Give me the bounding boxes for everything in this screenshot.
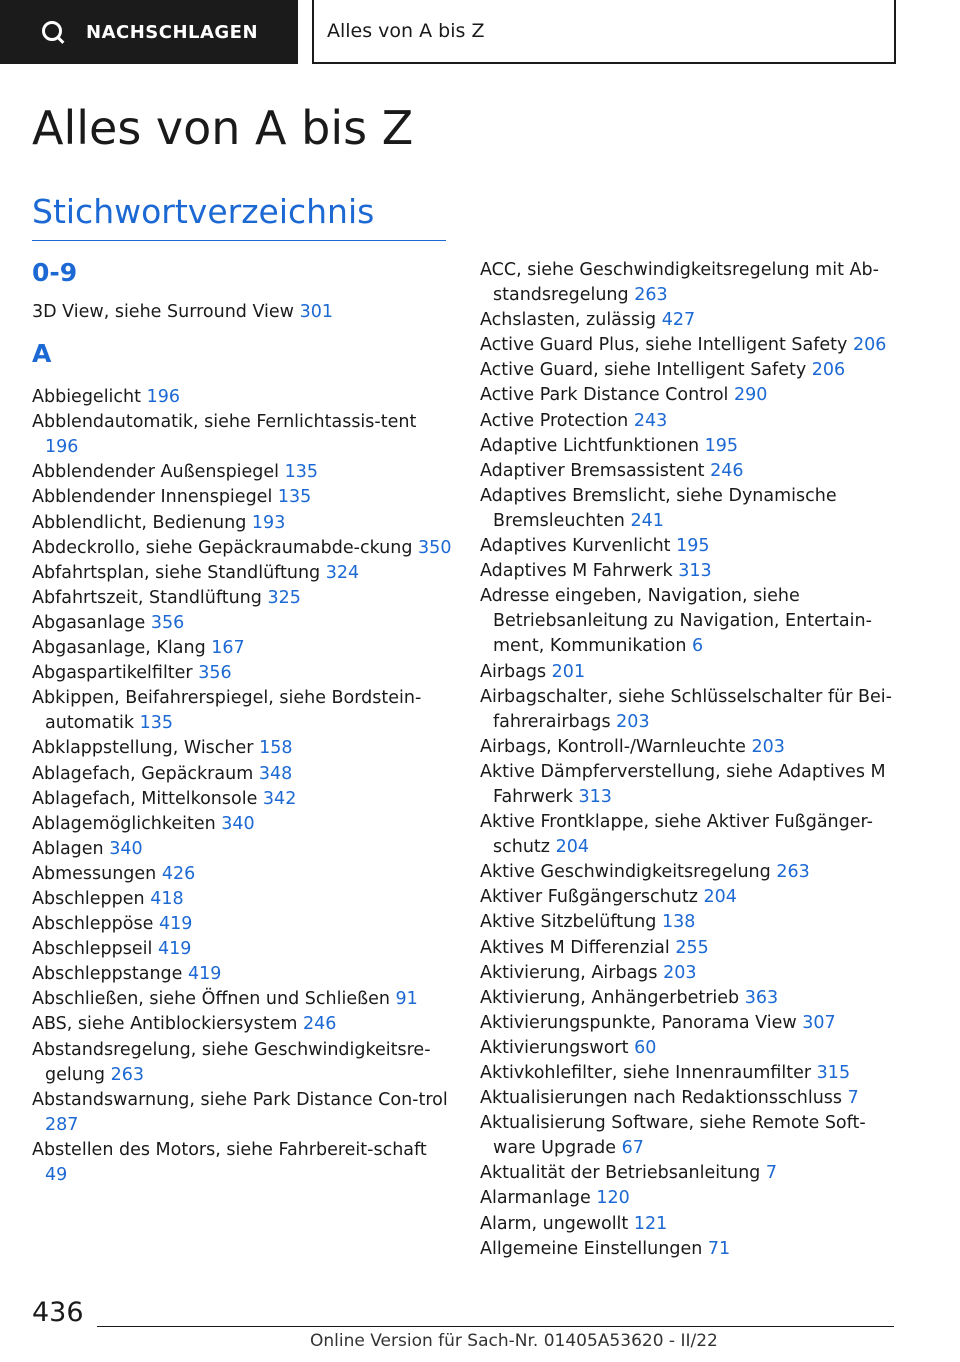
entry-term: Abschleppöse bbox=[32, 914, 154, 935]
entry-term: Ablagefach, Gepäckraum bbox=[32, 763, 254, 784]
entry-page-link[interactable]: 158 bbox=[259, 738, 293, 759]
entry-page-link[interactable]: 204 bbox=[703, 887, 737, 908]
entry-page-link[interactable]: 196 bbox=[146, 387, 180, 408]
index-entry bbox=[32, 837, 452, 862]
entry-term: Allgemeine Einstellungen bbox=[480, 1238, 703, 1259]
index-entry bbox=[32, 736, 452, 761]
index-entry bbox=[32, 611, 452, 636]
index-entry bbox=[480, 434, 900, 459]
index-entry bbox=[32, 812, 452, 837]
index-entry bbox=[32, 460, 452, 485]
index-entry bbox=[32, 937, 452, 962]
entry-term: Abmessungen bbox=[32, 863, 157, 884]
entry-page-link[interactable]: 241 bbox=[630, 510, 664, 531]
entry-term: Aktives M Differenzial bbox=[480, 937, 670, 958]
entry-page-link[interactable]: 340 bbox=[221, 813, 255, 834]
entry-term: Abgasanlage bbox=[32, 612, 146, 633]
entry-term: Aktivierungspunkte, Panorama View bbox=[480, 1012, 797, 1033]
index-entry bbox=[32, 385, 452, 410]
entry-term: Aktualität der Betriebsanleitung bbox=[480, 1163, 761, 1184]
entry-term: Abschleppseil bbox=[32, 939, 153, 960]
entry-page-link[interactable]: 324 bbox=[325, 562, 360, 583]
entry-page-link[interactable]: 71 bbox=[707, 1238, 731, 1259]
index-entry bbox=[32, 1012, 452, 1037]
page-subtitle: Stichwortverzeichnis bbox=[32, 192, 375, 231]
entry-page-link[interactable]: 419 bbox=[157, 939, 192, 960]
entry-term: Aktive Dämpferverstellung, siehe Adaptives M Fahrwerk bbox=[480, 761, 886, 807]
entry-page-link[interactable]: 325 bbox=[267, 587, 301, 608]
entry-term: Abschleppen bbox=[32, 888, 145, 909]
entry-term: Aktivkohlefilter, siehe Innenraumfilter bbox=[480, 1063, 812, 1083]
entry-term: Abgaspartikelfilter bbox=[32, 663, 193, 684]
entry-page-link[interactable]: 246 bbox=[302, 1014, 337, 1035]
entry-term: Active Guard, siehe Intelligent Safety bbox=[480, 360, 807, 381]
entry-page-link[interactable]: 243 bbox=[633, 410, 668, 431]
index-entry bbox=[32, 661, 452, 686]
entry-term: Aktive Sitzbelüftung bbox=[480, 912, 657, 933]
entry-page-link[interactable]: 356 bbox=[198, 663, 232, 684]
entry-term: Aktivierung, Airbags bbox=[480, 962, 658, 983]
index-entry bbox=[32, 586, 452, 611]
index-entry bbox=[480, 1111, 900, 1161]
entry-term: ACC, siehe Geschwindigkeitsregelung mit Ab-standsregelung bbox=[480, 260, 879, 306]
entry-term: Abfahrtsplan, siehe Standlüftung bbox=[32, 562, 321, 583]
entry-term: Abblendlicht, Bedienung bbox=[32, 512, 247, 533]
entry-page-link[interactable]: 120 bbox=[596, 1188, 630, 1209]
entry-page-link[interactable]: 6 bbox=[692, 636, 704, 657]
index-entry bbox=[480, 358, 900, 383]
entry-page-link[interactable]: 263 bbox=[634, 285, 668, 306]
index-entry bbox=[480, 1212, 900, 1237]
entry-term: Adaptive Lichtfunktionen bbox=[480, 435, 700, 456]
entries-0-9 bbox=[32, 300, 452, 325]
index-entry bbox=[480, 986, 900, 1011]
entry-page-link[interactable]: 263 bbox=[776, 862, 810, 883]
entry-page-link[interactable]: 419 bbox=[188, 964, 222, 985]
index-entry bbox=[32, 561, 452, 586]
index-entry bbox=[32, 962, 452, 987]
entry-term: Airbags bbox=[480, 661, 547, 682]
entry-term: Ablagen bbox=[32, 838, 104, 859]
index-entry bbox=[32, 536, 452, 561]
index-entry bbox=[480, 409, 900, 434]
index-entry bbox=[480, 685, 900, 735]
entry-page-link[interactable]: 206 bbox=[852, 335, 887, 356]
index-entry bbox=[480, 735, 900, 760]
index-entry bbox=[32, 485, 452, 510]
index-entry bbox=[32, 787, 452, 812]
entry-term: Ablagemöglichkeiten bbox=[32, 813, 216, 834]
entry-term: 3D View, siehe Surround View bbox=[32, 302, 294, 322]
entry-term: Abdeckrollo, siehe Gepäckraumabde-ckung bbox=[32, 537, 413, 558]
entry-page-link[interactable]: 307 bbox=[802, 1012, 836, 1033]
entry-term: Aktive Frontklappe, siehe Aktiver Fußgänger-schutz bbox=[480, 812, 873, 858]
entry-page-link[interactable]: 418 bbox=[150, 888, 184, 909]
index-entry bbox=[480, 660, 900, 685]
index-entry bbox=[480, 760, 900, 810]
entry-page-link[interactable]: 342 bbox=[262, 788, 297, 809]
entry-page-link[interactable]: 287 bbox=[45, 1114, 79, 1135]
index-entry bbox=[480, 1011, 900, 1036]
section-heading-0-9: 0-9 bbox=[32, 258, 78, 287]
entry-page-link[interactable]: 356 bbox=[150, 612, 185, 633]
entry-term: Abblendautomatik, siehe Fernlichtassis-tent bbox=[32, 412, 417, 433]
entry-term: Aktivierungswort bbox=[480, 1037, 629, 1058]
index-entry bbox=[480, 961, 900, 986]
entry-page-link[interactable]: 67 bbox=[621, 1138, 644, 1159]
entry-page-link[interactable]: 60 bbox=[634, 1037, 657, 1058]
entry-term: Aktivierung, Anhängerbetrieb bbox=[480, 987, 740, 1008]
index-column-right bbox=[480, 258, 900, 1262]
entry-page-link[interactable]: 201 bbox=[551, 661, 586, 682]
entry-page-link[interactable]: 313 bbox=[578, 786, 612, 807]
index-entry bbox=[480, 308, 900, 333]
footer-divider bbox=[97, 1326, 894, 1327]
entry-term: Abstandswarnung, siehe Park Distance Con-trol bbox=[32, 1089, 448, 1110]
entry-page-link[interactable]: 49 bbox=[45, 1165, 68, 1185]
index-entry bbox=[32, 511, 452, 536]
entry-term: Adaptives Kurvenlicht bbox=[480, 536, 671, 557]
index-entry bbox=[32, 410, 452, 460]
entry-term: Active Protection bbox=[480, 410, 629, 431]
index-entry bbox=[480, 1036, 900, 1061]
index-entry bbox=[32, 1138, 452, 1188]
entry-term: Airbags, Kontroll-/Warnleuchte bbox=[480, 736, 746, 757]
index-entry bbox=[32, 887, 452, 912]
footer-text: Online Version für Sach-Nr. 01405A53620 - II/22 bbox=[310, 1331, 718, 1351]
section-heading-a: A bbox=[32, 339, 52, 369]
entry-term: Abfahrtszeit, Standlüftung bbox=[32, 587, 262, 608]
index-entry bbox=[32, 300, 452, 325]
index-entry bbox=[480, 333, 900, 358]
index-entry bbox=[480, 1237, 900, 1262]
entry-page-link[interactable]: 427 bbox=[661, 310, 696, 331]
header-tab-label: NACHSCHLAGEN bbox=[86, 21, 259, 43]
page-title: Alles von A bis Z bbox=[32, 101, 414, 155]
entry-page-link[interactable]: 138 bbox=[661, 912, 696, 933]
search-icon bbox=[40, 19, 66, 45]
index-entry bbox=[32, 1088, 452, 1138]
entry-term: Abgasanlage, Klang bbox=[32, 638, 206, 659]
index-entry bbox=[480, 910, 900, 935]
header-tab-nachschlagen[interactable] bbox=[0, 0, 298, 64]
entry-page-link[interactable]: 263 bbox=[110, 1064, 145, 1085]
index-entry bbox=[480, 1061, 900, 1086]
entry-page-link[interactable]: 196 bbox=[45, 437, 79, 458]
index-entry bbox=[480, 584, 900, 659]
index-entry bbox=[480, 1186, 900, 1211]
index-entry bbox=[32, 686, 452, 736]
index-column-left bbox=[32, 258, 452, 1188]
index-entry bbox=[480, 1161, 900, 1186]
entries-right bbox=[480, 258, 900, 1262]
entry-page-link[interactable]: 340 bbox=[109, 838, 143, 859]
index-entry bbox=[32, 1038, 452, 1088]
index-entry bbox=[480, 1086, 900, 1111]
entry-page-link[interactable]: 206 bbox=[811, 360, 846, 381]
entry-page-link[interactable]: 255 bbox=[675, 937, 709, 958]
entry-term: Active Guard Plus, siehe Intelligent Safety bbox=[480, 335, 848, 356]
entry-term: Achslasten, zulässig bbox=[480, 310, 657, 331]
entry-page-link[interactable]: 246 bbox=[710, 460, 744, 481]
index-entry bbox=[480, 810, 900, 860]
entry-term: Adaptives Bremslicht, siehe Dynamische Bremsleuchten bbox=[480, 485, 837, 531]
entries-a bbox=[32, 385, 452, 1188]
entry-page-link[interactable]: 135 bbox=[139, 713, 173, 734]
entry-term: Adresse eingeben, Navigation, siehe Betriebsanleitung zu Navigation, Entertain-ment, Kommunikation bbox=[480, 586, 872, 657]
index-entry bbox=[32, 636, 452, 661]
entry-page-link[interactable]: 135 bbox=[277, 487, 312, 508]
index-entry bbox=[480, 484, 900, 534]
entry-page-link[interactable]: 203 bbox=[663, 962, 697, 983]
entry-page-link[interactable]: 91 bbox=[395, 989, 418, 1010]
entry-term: Adaptiver Bremsassistent bbox=[480, 460, 705, 481]
entry-page-link[interactable]: 203 bbox=[751, 736, 785, 757]
entry-term: Abstandsregelung, siehe Geschwindigkeitsre-gelung bbox=[32, 1039, 431, 1085]
entry-page-link[interactable]: 203 bbox=[616, 711, 650, 732]
index-entry bbox=[480, 936, 900, 961]
entry-term: Abschließen, siehe Öffnen und Schließen bbox=[32, 989, 390, 1010]
entry-page-link[interactable]: 315 bbox=[816, 1063, 851, 1083]
entry-term: ABS, siehe Antiblockiersystem bbox=[32, 1014, 298, 1035]
entry-term: Abklappstellung, Wischer bbox=[32, 738, 254, 759]
entry-page-link[interactable]: 195 bbox=[704, 435, 739, 456]
index-entry bbox=[480, 885, 900, 910]
entry-term: Alarmanlage bbox=[480, 1188, 591, 1209]
entry-term: Abschleppstange bbox=[32, 964, 183, 985]
entry-page-link[interactable]: 290 bbox=[734, 385, 768, 406]
entry-term: Ablagefach, Mittelkonsole bbox=[32, 788, 258, 809]
entry-term: Aktualisierungen nach Redaktionsschluss bbox=[480, 1088, 843, 1109]
entry-term: Aktualisierung Software, siehe Remote Soft-ware Upgrade bbox=[480, 1113, 866, 1159]
entry-term: Alarm, ungewollt bbox=[480, 1213, 629, 1234]
entry-page-link[interactable]: 135 bbox=[284, 462, 319, 483]
entry-page-link[interactable]: 348 bbox=[258, 763, 293, 784]
index-entry bbox=[32, 862, 452, 887]
entry-term: Adaptives M Fahrwerk bbox=[480, 561, 673, 582]
index-entry bbox=[32, 912, 452, 937]
entry-term: Abkippen, Beifahrerspiegel, siehe Bordstein-automatik bbox=[32, 688, 422, 734]
entry-page-link[interactable]: 350 bbox=[418, 537, 452, 558]
index-entry bbox=[32, 987, 452, 1012]
index-entry bbox=[480, 534, 900, 559]
entry-term: Abblendender Außenspiegel bbox=[32, 462, 280, 483]
entry-page-link[interactable]: 193 bbox=[251, 512, 286, 533]
entry-page-link[interactable]: 204 bbox=[555, 837, 589, 858]
entry-page-link[interactable]: 167 bbox=[211, 638, 245, 659]
index-entry bbox=[32, 762, 452, 787]
index-entry bbox=[480, 459, 900, 484]
index-entry bbox=[480, 383, 900, 408]
subtitle-divider bbox=[32, 240, 446, 241]
entry-page-link[interactable]: 426 bbox=[161, 863, 196, 884]
entry-page-link[interactable]: 121 bbox=[633, 1213, 668, 1234]
page-number: 436 bbox=[32, 1297, 84, 1328]
entry-page-link[interactable]: 363 bbox=[744, 987, 779, 1008]
entry-term: Aktive Geschwindigkeitsregelung bbox=[480, 862, 771, 883]
entry-page-link[interactable]: 7 bbox=[765, 1163, 778, 1184]
entry-term: Airbagschalter, siehe Schlüsselschalter für Bei-fahrerairbags bbox=[480, 686, 892, 732]
header-section-title: Alles von A bis Z bbox=[312, 0, 896, 64]
index-entry bbox=[480, 860, 900, 885]
entry-page-link[interactable]: 7 bbox=[847, 1088, 859, 1109]
entry-term: Abbiegelicht bbox=[32, 387, 141, 408]
entry-page-link[interactable]: 195 bbox=[676, 536, 710, 557]
entry-page-link[interactable]: 419 bbox=[158, 914, 193, 935]
entry-page-link[interactable]: 313 bbox=[678, 561, 712, 582]
entry-term: Abstellen des Motors, siehe Fahrbereit-schaft bbox=[32, 1139, 427, 1160]
index-entry bbox=[480, 559, 900, 584]
index-entry bbox=[480, 258, 900, 308]
entry-term: Abblendender Innenspiegel bbox=[32, 487, 273, 508]
entry-page-link[interactable]: 301 bbox=[299, 302, 333, 322]
entry-term: Active Park Distance Control bbox=[480, 385, 729, 406]
entry-term: Aktiver Fußgängerschutz bbox=[480, 887, 698, 908]
